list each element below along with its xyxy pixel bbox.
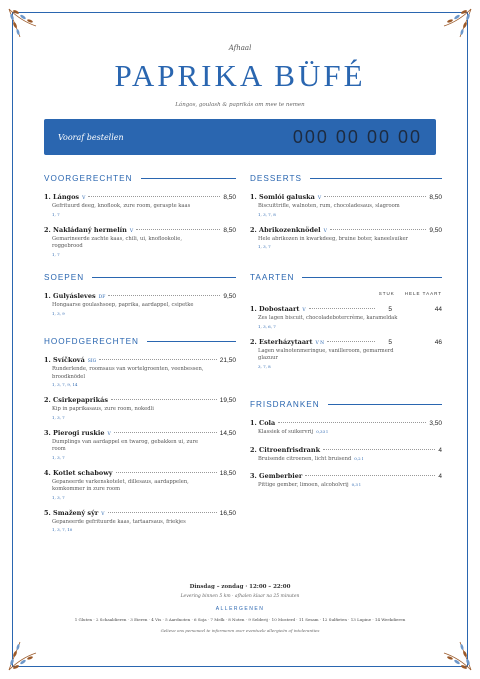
description-text: Bruisende citroenen, licht bruisend [258,455,352,462]
left-column-soepen [44,271,236,316]
section-hoofdgerechten [44,335,236,532]
item-description [258,315,442,323]
opening-hours: Dinsdag – zondag · 12:00 – 22:00 [189,584,291,590]
item-description [258,348,442,363]
item-price: 9,50 [429,226,442,234]
section-heading: VOORGERECHTEN [44,172,236,184]
item-row [44,509,236,517]
order-banner [44,119,436,155]
allergen-codes: 1, 3, 7, 9, 14 [52,382,78,388]
menu-item[interactable] [250,226,442,250]
description-text: Hongaarse goulashsoep, paprika, aardappel, csipetke [52,302,194,308]
col-piece: STUK [378,291,395,296]
allergen-codes: 1, 7 [52,251,60,257]
item-row [44,292,236,300]
item-price: 16,50 [219,509,236,517]
item-name: 2. Abrikozenknödel [250,225,321,234]
section-heading: TAARTEN [250,271,442,283]
item-row [250,472,442,480]
left-column [44,172,236,257]
item-volume: 0,2 l [354,455,364,461]
allergen-codes: 1, 3, 7, 10 [52,527,73,533]
item-price: 9,50 [223,293,236,300]
allergen-codes: 1, 3, 7, 8 [258,211,276,217]
tagline: Lángos, goulash & paprikás om mee te nemen [175,102,305,108]
item-description [52,406,236,414]
menu-item[interactable] [44,292,236,316]
item-name: 3. Gemberbier [250,472,303,481]
price-pair [378,306,442,313]
item-row [250,419,442,427]
item-name: 1. Somlói galuska [250,193,315,201]
allergen-codes: 1, 3, 7 [52,414,65,420]
description-text: Pittige gember, limoen, alcoholvrij [258,482,349,489]
diet-badge: SIG [87,359,97,364]
dot-leader [116,472,217,473]
diet-badge: V [302,308,306,313]
item-price: 8,50 [223,194,236,201]
allergen-codes: 1, 3, 6, 7 [258,323,276,329]
item-name: 1. Dobostaart [250,305,300,313]
item-name: 2. Nakládaný hermelín [44,225,127,234]
description-text: Gepaneerde varkenskotelet, dillesaus, aardappelen, komkommer in zure room [52,478,189,493]
item-price: 4 [438,446,442,454]
left-column-hoofd [44,335,236,532]
item-price: 19,50 [219,397,236,405]
item-price: 3,50 [429,420,442,427]
item-description [52,302,236,310]
description-text: Gemarineerde zachte kaas, chili, ui, knoflookolie, roggebrood [52,235,182,250]
item-description [52,519,236,527]
order-label: Vooraf bestellen [58,132,124,142]
diet-badge: V [101,511,105,517]
dot-leader [108,512,217,513]
dot-leader [88,196,220,197]
leaf-sprig-icon [440,639,474,673]
item-description [258,456,442,464]
description-text: Lagen walnotenmeringue, vanilleroom, gemarmerd glazuur [258,347,394,362]
allergen-note: Gelieve ons personeel te informeren over eventuele allergieën of intoleranties [160,628,320,633]
description-text: Kip in paprikasaus, zure room, nokedli [52,406,154,413]
allergen-heading: ALLERGENEN [215,606,265,612]
right-column-frisdranken [250,398,442,490]
diet-badge: V [129,228,134,234]
diet-badge: DF [98,295,106,300]
hours-note: Levering binnen 5 km · afhalen klaar na 25 minuten [180,594,300,599]
col-whole: HELE TAART [404,291,442,296]
menu-item[interactable] [250,446,442,464]
item-name: 2. Citroenfrisdrank [250,445,321,454]
price-piece: 5 [388,338,392,346]
kicker: Afhaal [228,44,252,52]
item-description [258,429,442,437]
item-volume: 0,3 l [351,482,361,488]
description-text: Runderlende, roomsaus van wortelgroenten, veenbessen, broodknödel [52,366,204,380]
section-desserts [250,172,442,249]
price-piece: 5 [388,306,392,313]
dot-leader [330,229,426,230]
item-name: 1. Cola [250,419,276,427]
price-whole: 46 [434,338,442,346]
allergen-codes: 1, 3, 7 [52,454,65,460]
item-volume: 0,33 l [316,429,328,434]
menu-item[interactable] [44,356,236,387]
menu-item[interactable] [44,469,236,500]
item-row [44,469,236,477]
section-heading: SOEPEN [44,271,236,283]
dot-leader [324,196,426,197]
item-row [250,226,442,234]
right-column [250,172,442,249]
menu-item[interactable] [250,193,442,217]
dot-leader [309,308,375,309]
item-name: 2. Csirkepaprikás [44,396,108,405]
description-text: Gepaneerde gefrituurde kaas, tartaarsaus, friekjes [52,518,186,525]
section-voorgerechten [44,172,236,257]
allergen-codes: 1, 3, 7 [52,494,65,500]
menu-item[interactable] [250,472,442,490]
item-description [258,482,442,490]
allergen-codes: 3, 7, 8 [258,363,271,369]
item-description [258,236,442,244]
diet-badge: V N [315,340,325,346]
dot-leader [327,341,375,342]
price-column-heads [250,291,442,296]
item-price: 8,50 [429,194,442,201]
item-name: 1. Lángos [44,193,80,201]
item-name: 1. Svíčková [44,356,85,364]
item-description [52,236,236,251]
menu-item[interactable] [250,419,442,437]
dot-leader [278,422,426,423]
diet-badge: V [317,196,322,201]
item-description [52,203,236,211]
description-text: Gefrituurd deeg, knoflook, zure room, geraspte kaas [52,203,191,209]
diet-badge: V [107,431,111,437]
item-price: 18,50 [219,469,236,477]
leaf-sprig-icon [6,639,40,673]
item-row [44,356,236,364]
right-column-taarten [250,271,442,369]
description-text: Hele abrikozen in kwarkdeeg, bruine boter, kaneelsuiker [258,235,409,242]
section-soepen [44,271,236,316]
restaurant-title: PAPRIKA BÜFÉ [114,58,366,93]
leaf-sprig-icon [6,6,40,40]
section-heading: DESSERTS [250,172,442,184]
item-price: 21,50 [219,357,236,364]
menu-item[interactable] [44,193,236,217]
item-row [250,305,442,313]
dot-leader [111,399,217,400]
dot-leader [323,449,435,450]
section-frisdranken [250,398,442,490]
allergen-codes: 1, 7 [52,211,60,217]
allergen-list: 1 Gluten · 2 Schaaldieren · 3 Eieren · 4 Vis · 5 Aardnoten · 6 Soja · 7 Melk · 8 Noten · 9 Selderij · 10 Mosterd · 11 Sesam · 12 Sulfieten · 13 Lupine · 14 Weekdieren [74,617,406,622]
item-description [52,479,236,494]
item-row [250,446,442,454]
item-row [250,193,442,201]
section-heading: HOOFDGERECHTEN [44,335,236,347]
item-name: 2. Esterházytaart [250,337,313,346]
dot-leader [305,475,435,476]
menu-item[interactable] [44,429,236,460]
menu-item[interactable] [250,305,442,329]
item-price: 14,50 [219,429,236,437]
allergen-codes: 1, 3, 7 [258,244,271,250]
menu-item[interactable] [44,396,236,420]
diet-badge: V [82,196,86,201]
dot-leader [136,229,220,230]
dot-leader [99,359,216,360]
section-taarten [250,271,442,369]
item-description [258,203,442,211]
price-whole: 44 [434,306,442,313]
item-description [52,439,236,454]
description-text: Biscuittrifle, walnoten, rum, chocoladesaus, slagroom [258,203,400,209]
item-row [44,429,236,437]
dot-leader [108,295,220,296]
item-price: 8,50 [223,226,236,234]
price-pair [378,339,442,346]
diet-badge: V [323,228,327,234]
item-row [250,338,442,346]
menu-item[interactable] [250,338,442,369]
item-name: 1. Gulyásleves [44,292,96,300]
item-price: 4 [438,473,442,481]
item-description [52,366,236,381]
item-name: 3. Pierogi ruskie [44,428,105,437]
allergen-codes: 1, 3, 9 [52,310,65,316]
menu-item[interactable] [44,509,236,533]
description-text: Dumplings van aardappel en twarog, gebakken ui, zure room [52,438,199,453]
section-heading: FRISDRANKEN [250,398,442,410]
item-row [44,193,236,201]
item-name: 4. Kotlet schabowy [44,468,113,477]
leaf-sprig-icon [440,6,474,40]
phone-number[interactable]: 000 00 00 00 [292,126,422,147]
description-text: Klassiek of suikervrij [258,429,314,435]
menu-item[interactable] [44,226,236,257]
item-row [44,226,236,234]
dot-leader [114,432,217,433]
item-name: 5. Smažený sýr [44,508,99,517]
description-text: Zes lagen biscuit, chocoladebotercrème, karameldak [258,315,398,321]
item-row [44,396,236,404]
